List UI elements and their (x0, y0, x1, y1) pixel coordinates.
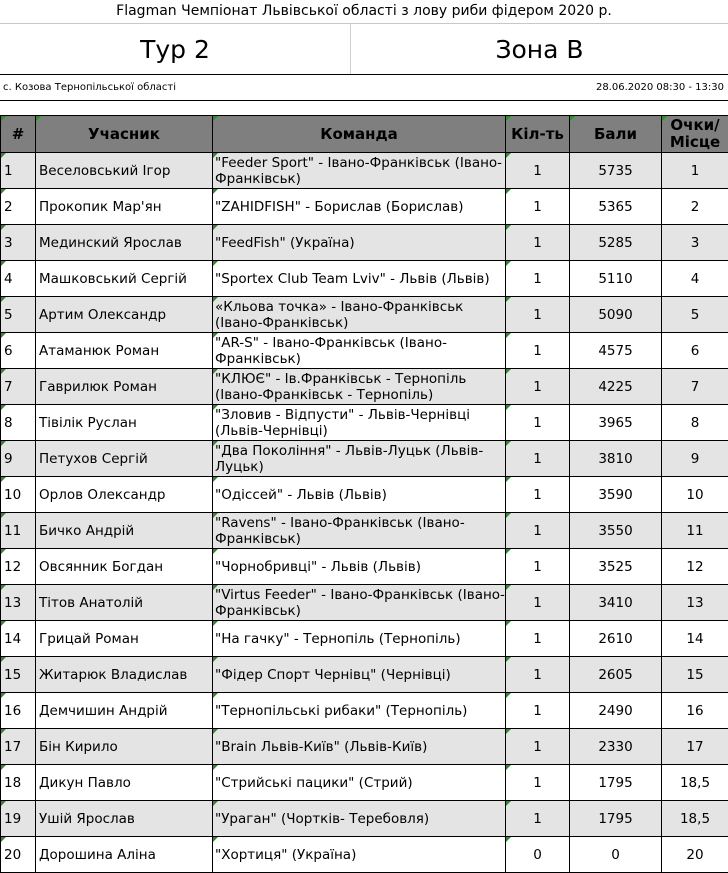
row-number: 10 (1, 477, 36, 513)
points-value: 5365 (570, 189, 662, 225)
team-name: "ZAHIDFISH" - Борислав (Борислав) (213, 189, 506, 225)
fish-count: 1 (506, 549, 570, 585)
place-value: 7 (662, 369, 728, 405)
zone-label: Зона В (495, 35, 584, 64)
points-value: 2610 (570, 621, 662, 657)
participant-name: Овсянник Богдан (36, 549, 213, 585)
team-name: "Стрийські пацики" (Стрий) (213, 765, 506, 801)
points-value: 3810 (570, 441, 662, 477)
place-value: 17 (662, 729, 728, 765)
points-value: 1795 (570, 801, 662, 837)
participant-name: Ушій Ярослав (36, 801, 213, 837)
place-value: 8 (662, 405, 728, 441)
points-value: 0 (570, 837, 662, 873)
fish-count: 0 (506, 837, 570, 873)
participant-name: Дорошина Аліна (36, 837, 213, 873)
place-value: 16 (662, 693, 728, 729)
sheet-title: Flagman Чемпіонат Львівської області з лову риби фідером 2020 р. (0, 0, 728, 24)
fish-count: 1 (506, 153, 570, 189)
table-row (1, 369, 728, 405)
participant-name: Бичко Андрій (36, 513, 213, 549)
row-number: 12 (1, 549, 36, 585)
table-row (1, 477, 728, 513)
row-number: 17 (1, 729, 36, 765)
place-value: 9 (662, 441, 728, 477)
row-number: 2 (1, 189, 36, 225)
row-number: 7 (1, 369, 36, 405)
place-value: 15 (662, 657, 728, 693)
table-row (1, 549, 728, 585)
row-number: 4 (1, 261, 36, 297)
participant-name: Демчишин Андрій (36, 693, 213, 729)
points-value: 2605 (570, 657, 662, 693)
points-value: 2490 (570, 693, 662, 729)
row-number: 13 (1, 585, 36, 621)
row-number: 15 (1, 657, 36, 693)
team-name: "Feeder Sport" - Івано-Франківськ (Івано-Франківськ) (213, 153, 506, 189)
table-row (1, 801, 728, 837)
points-value: 2330 (570, 729, 662, 765)
fish-count: 1 (506, 261, 570, 297)
fish-count: 1 (506, 729, 570, 765)
table-row (1, 729, 728, 765)
place-value: 5 (662, 297, 728, 333)
header-count: Кіл-ть (506, 116, 570, 153)
team-name: "Зловив - Відпусти" - Львів-Чернівці (Львів-Чернівці) (213, 405, 506, 441)
fish-count: 1 (506, 441, 570, 477)
participant-name: Грицай Роман (36, 621, 213, 657)
points-value: 4225 (570, 369, 662, 405)
table-row (1, 441, 728, 477)
team-name: "На гачку" - Тернопіль (Тернопіль) (213, 621, 506, 657)
place-value: 11 (662, 513, 728, 549)
round-zone-row (0, 24, 728, 75)
place-value: 13 (662, 585, 728, 621)
team-name: "Хортиця" (Україна) (213, 837, 506, 873)
table-row (1, 261, 728, 297)
table-row (1, 333, 728, 369)
team-name: "КЛЮЄ" - Ів.Франківськ - Тернопіль (Івано-Франківськ - Тернопіль) (213, 369, 506, 405)
participant-name: Бін Кирило (36, 729, 213, 765)
table-row (1, 585, 728, 621)
points-value: 1795 (570, 765, 662, 801)
venue-text: с. Козова Тернопільської області (3, 82, 176, 93)
row-number: 1 (1, 153, 36, 189)
fish-count: 1 (506, 657, 570, 693)
participant-name: Тівілік Руслан (36, 405, 213, 441)
fish-count: 1 (506, 801, 570, 837)
table-row (1, 189, 728, 225)
place-value: 10 (662, 477, 728, 513)
points-value: 3965 (570, 405, 662, 441)
table-row (1, 225, 728, 261)
row-number: 9 (1, 441, 36, 477)
fish-count: 1 (506, 765, 570, 801)
team-name: "Virtus Feeder" - Івано-Франківськ (Івано-Франківськ) (213, 585, 506, 621)
table-header-row (1, 116, 728, 153)
points-value: 3550 (570, 513, 662, 549)
participant-name: Житарюк Владислав (36, 657, 213, 693)
participant-name: Петухов Сергій (36, 441, 213, 477)
team-name: "Brain Львів-Київ" (Львів-Київ) (213, 729, 506, 765)
results-table (0, 115, 728, 873)
header-points: Бали (570, 116, 662, 153)
fish-count: 1 (506, 585, 570, 621)
points-value: 5110 (570, 261, 662, 297)
place-value: 12 (662, 549, 728, 585)
fish-count: 1 (506, 405, 570, 441)
team-name: "Чорнобривці" - Львів (Львів) (213, 549, 506, 585)
points-value: 3590 (570, 477, 662, 513)
place-value: 2 (662, 189, 728, 225)
table-row (1, 621, 728, 657)
participant-name: Тітов Анатолій (36, 585, 213, 621)
header-participant: Учасник (36, 116, 213, 153)
fish-count: 1 (506, 621, 570, 657)
participant-name: Атаманюк Роман (36, 333, 213, 369)
team-name: «Кльова точка» - Івано-Франківськ (Івано-Франківськ) (213, 297, 506, 333)
participant-name: Гаврилюк Роман (36, 369, 213, 405)
fish-count: 1 (506, 297, 570, 333)
table-row (1, 297, 728, 333)
points-value: 5735 (570, 153, 662, 189)
points-value: 4575 (570, 333, 662, 369)
fish-count: 1 (506, 333, 570, 369)
row-number: 5 (1, 297, 36, 333)
table-row (1, 405, 728, 441)
row-number: 16 (1, 693, 36, 729)
place-value: 4 (662, 261, 728, 297)
place-value: 3 (662, 225, 728, 261)
row-number: 19 (1, 801, 36, 837)
header-num: # (1, 116, 36, 153)
row-number: 3 (1, 225, 36, 261)
team-name: "Sportex Club Team Lviv" - Львів (Львів) (213, 261, 506, 297)
participant-name: Мединский Ярослав (36, 225, 213, 261)
fish-count: 1 (506, 369, 570, 405)
place-value: 6 (662, 333, 728, 369)
row-number: 18 (1, 765, 36, 801)
points-value: 5285 (570, 225, 662, 261)
fish-count: 1 (506, 513, 570, 549)
table-row (1, 153, 728, 189)
points-value: 3410 (570, 585, 662, 621)
team-name: "Фідер Спорт Чернівц" (Чернівці) (213, 657, 506, 693)
table-row (1, 513, 728, 549)
fish-count: 1 (506, 477, 570, 513)
fish-count: 1 (506, 225, 570, 261)
place-value: 14 (662, 621, 728, 657)
table-row (1, 693, 728, 729)
fish-count: 1 (506, 693, 570, 729)
points-value: 3525 (570, 549, 662, 585)
team-name: "Ураган" (Чортків- Теребовля) (213, 801, 506, 837)
table-row (1, 837, 728, 873)
team-name: "AR-S" - Івано-Франківськ (Івано-Франківськ) (213, 333, 506, 369)
participant-name: Артим Олександр (36, 297, 213, 333)
participant-name: Орлов Олександр (36, 477, 213, 513)
place-value: 1 (662, 153, 728, 189)
header-place: Очки/ Місце (662, 116, 728, 153)
row-number: 6 (1, 333, 36, 369)
header-team: Команда (213, 116, 506, 153)
table-row (1, 657, 728, 693)
row-number: 11 (1, 513, 36, 549)
place-value: 20 (662, 837, 728, 873)
participant-name: Дикун Павло (36, 765, 213, 801)
place-value: 18,5 (662, 801, 728, 837)
row-number: 14 (1, 621, 36, 657)
team-name: "FeedFish" (Україна) (213, 225, 506, 261)
participant-name: Веселовський Ігор (36, 153, 213, 189)
row-number: 8 (1, 405, 36, 441)
place-value: 18,5 (662, 765, 728, 801)
team-name: "Два Покоління" - Львів-Луцьк (Львів-Луцьк) (213, 441, 506, 477)
date-time-text: 28.06.2020 08:30 - 13:30 (595, 82, 724, 93)
team-name: "Ravens" - Івано-Франківськ (Івано-Франківськ) (213, 513, 506, 549)
round-label: Тур 2 (140, 35, 210, 64)
participant-name: Машковський Сергій (36, 261, 213, 297)
table-row (1, 765, 728, 801)
team-name: "Одіссей" - Львів (Львів) (213, 477, 506, 513)
info-row (0, 75, 728, 101)
participant-name: Прокопик Мар'ян (36, 189, 213, 225)
points-value: 5090 (570, 297, 662, 333)
row-number: 20 (1, 837, 36, 873)
fish-count: 1 (506, 189, 570, 225)
team-name: "Тернопільські рибаки" (Тернопіль) (213, 693, 506, 729)
